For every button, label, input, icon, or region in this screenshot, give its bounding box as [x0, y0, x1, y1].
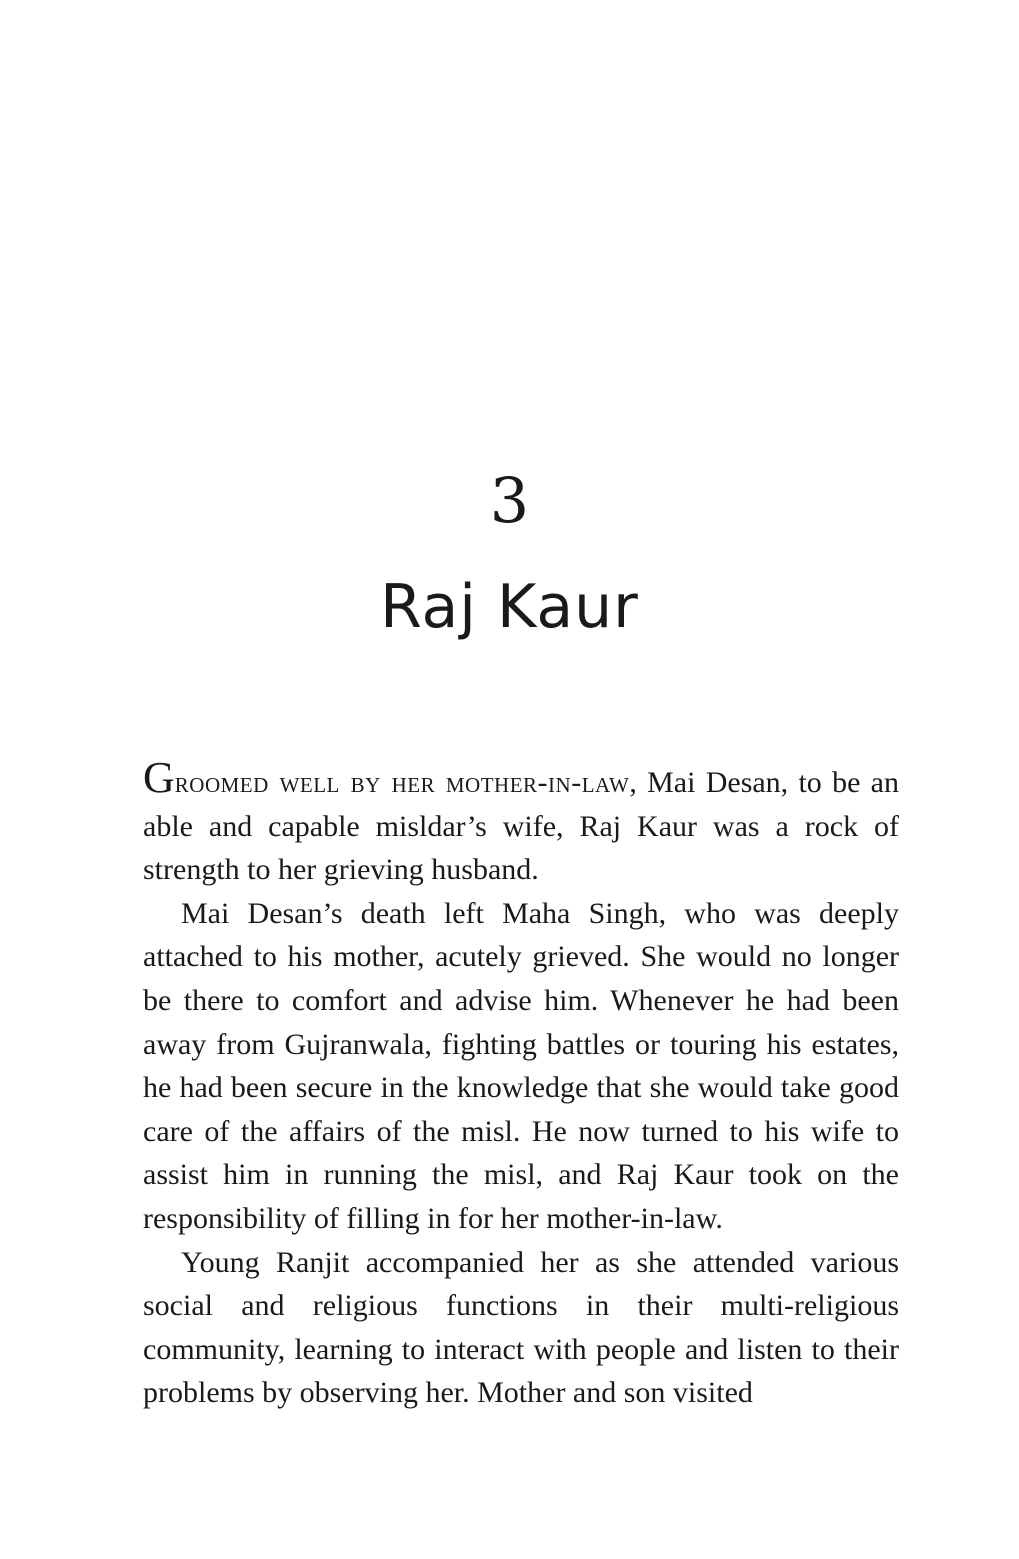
paragraph-2: Mai Desan’s death left Maha Singh, who was deeply attached to his mother, acutely grieved. She would no longer be there to comfort and advise him. Whenever he had been away from Gujranwala, fighting battles or touring his estates, he had been secure in the knowledge that she would take good care of the affairs of the misl. He now turned to his wife to assist him in running the misl, and Raj Kaur took on the responsibility of filling in for her mother-in-law. [143, 896, 899, 1235]
initial-letter: G [143, 753, 175, 802]
paragraph-1-text: , Mai Desan, to be an able and capable misldar’s wife, Raj Kaur was a rock of strength to her grieving husband. [143, 766, 899, 887]
paragraph-3: Young Ranjit accompanied her as she attended various social and religious functions in their multi-religious community, learning to interact with people and listen to their problems by observing her. Mother and son visited [143, 1245, 899, 1410]
chapter-body [143, 753, 899, 1415]
lead-in-small-caps: roomed well by her mother-in-law [174, 766, 630, 799]
paragraph-1 [143, 753, 899, 892]
chapter-title: Raj Kaur [380, 572, 639, 642]
chapter-number: 3 [489, 464, 530, 537]
